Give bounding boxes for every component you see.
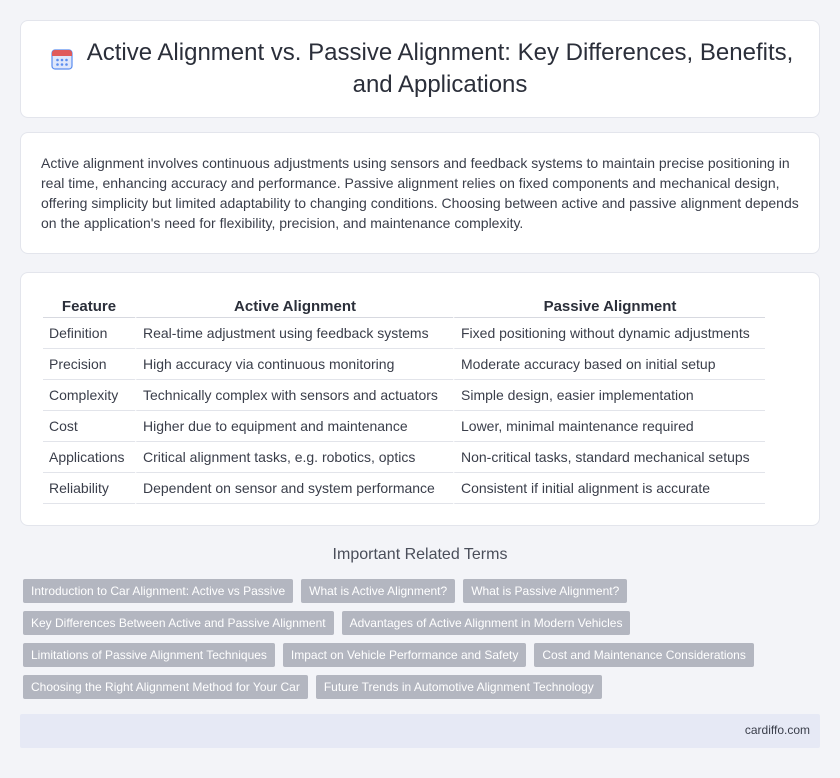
tag-row [23,611,823,635]
cell-feature: Applications [43,442,135,473]
footer-site-name[interactable]: cardiffo.com [744,723,810,737]
table-row [43,442,765,473]
cell-active: High accuracy via continuous monitoring [135,349,453,380]
cell-feature: Complexity [43,380,135,411]
comparison-table [43,295,765,504]
cell-active: Critical alignment tasks, e.g. robotics, optics [135,442,453,473]
cell-passive: Non-critical tasks, standard mechanical setups [453,442,765,473]
related-terms-list [23,579,823,707]
tag-row [23,675,823,699]
cell-active: Technically complex with sensors and actuators [135,380,453,411]
summary-text: Active alignment involves continuous adjustments using sensors and feedback systems to maintain precise positioning in real time, enhancing accuracy and performance. Passive alignment relies on fixed components and mechanical design, offering simplicity but limited adaptability to changing conditions. Choosing between active and passive alignment depends on the application's need for flexibility, precision, and maintenance complexity. [41,155,799,231]
title-card [20,20,820,118]
table-row [43,349,765,380]
related-tag-what-is-passive[interactable]: What is Passive Alignment? [463,579,627,603]
cell-active: Higher due to equipment and maintenance [135,411,453,442]
cell-passive: Moderate accuracy based on initial setup [453,349,765,380]
footer [20,714,820,748]
related-tag-intro-car-alignment[interactable]: Introduction to Car Alignment: Active vs Passive [23,579,293,603]
header-passive: Passive Alignment [453,295,765,318]
cell-feature: Precision [43,349,135,380]
table-row [43,380,765,411]
comparison-card [20,272,820,526]
related-tag-cost-maintenance[interactable]: Cost and Maintenance Considerations [534,643,753,667]
table-row [43,473,765,504]
cell-feature: Definition [43,318,135,349]
cell-passive: Simple design, easier implementation [453,380,765,411]
table-row [43,411,765,442]
tag-row [23,643,823,667]
related-tag-limitations-passive[interactable]: Limitations of Passive Alignment Techniques [23,643,275,667]
related-tag-what-is-active[interactable]: What is Active Alignment? [301,579,455,603]
table-row [43,318,765,349]
cell-passive: Lower, minimal maintenance required [453,411,765,442]
cell-passive: Fixed positioning without dynamic adjustments [453,318,765,349]
cell-active: Real-time adjustment using feedback systems [135,318,453,349]
cell-feature: Cost [43,411,135,442]
cell-feature: Reliability [43,473,135,504]
page-title: Active Alignment vs. Passive Alignment: Key Differences, Benefits, and Applications [86,39,794,98]
related-tag-future-trends[interactable]: Future Trends in Automotive Alignment Technology [316,675,602,699]
related-tag-key-differences[interactable]: Key Differences Between Active and Passive Alignment [23,611,334,635]
header-active: Active Alignment [135,295,453,318]
related-terms-heading: Important Related Terms [332,546,508,563]
summary-card [20,132,820,254]
related-tag-choosing-method[interactable]: Choosing the Right Alignment Method for Your Car [23,675,308,699]
header-feature: Feature [43,295,135,318]
table-header-row [43,295,765,318]
related-tag-impact-performance[interactable]: Impact on Vehicle Performance and Safety [283,643,526,667]
cell-passive: Consistent if initial alignment is accurate [453,473,765,504]
cell-active: Dependent on sensor and system performance [135,473,453,504]
related-tag-advantages-active[interactable]: Advantages of Active Alignment in Modern Vehicles [342,611,631,635]
tag-row [23,579,823,603]
